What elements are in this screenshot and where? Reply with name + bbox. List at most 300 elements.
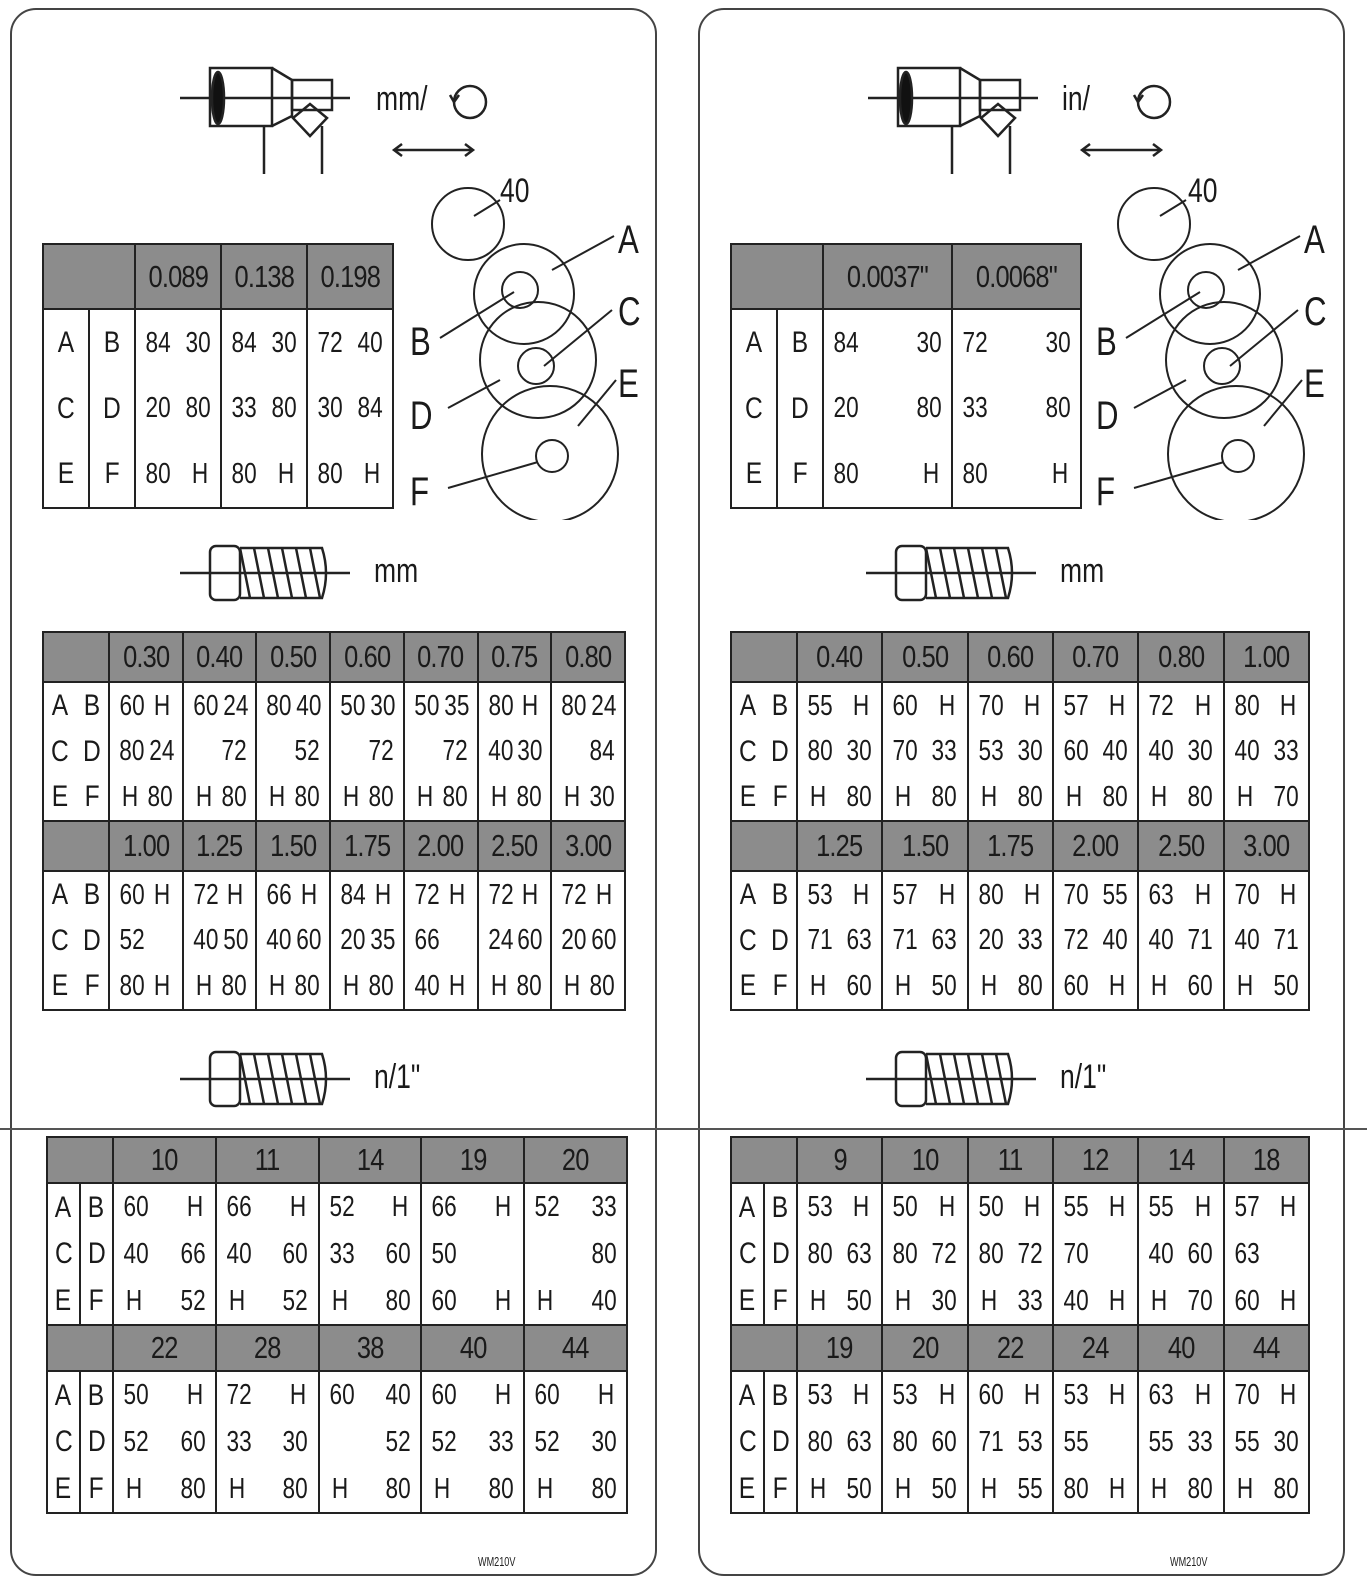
gear-teeth: 72	[1148, 689, 1175, 722]
gear-teeth: 30	[589, 781, 615, 813]
feed-gear-table	[730, 243, 1082, 509]
pitch-value: 0.138	[234, 258, 294, 294]
gear-teeth: 40	[357, 326, 383, 359]
gear-teeth: 30	[1187, 735, 1214, 768]
gear-teeth: 52	[534, 1425, 560, 1458]
pitch-header	[113, 1137, 216, 1183]
pitch-value: 2.00	[417, 828, 464, 863]
gear-teeth: 50	[931, 1472, 958, 1505]
row-label: C	[51, 734, 69, 768]
gear-combination-cell	[797, 1183, 882, 1325]
gear-combination-cell	[183, 871, 257, 1010]
pitch-value: 0.80	[564, 639, 612, 674]
gear-teeth: H	[269, 781, 286, 813]
gear-teeth: H	[1023, 689, 1041, 722]
gear-teeth	[446, 921, 468, 959]
gear-teeth: H	[980, 970, 997, 1002]
gear-teeth: 80	[180, 1472, 206, 1505]
gear-teeth: 84	[357, 392, 383, 425]
header-blank	[43, 244, 135, 309]
gear-teeth: 55	[1148, 1191, 1175, 1224]
row-label: F	[772, 780, 788, 814]
header-blank	[47, 1137, 113, 1183]
gear-teeth: 66	[180, 1237, 206, 1270]
turning-feed-icon	[180, 62, 500, 180]
gear-teeth: 80	[266, 689, 292, 722]
gear-combination-cell	[1224, 1371, 1309, 1513]
pitch-value: 11	[997, 1142, 1023, 1177]
gear-teeth: 63	[931, 924, 958, 957]
gear-teeth: 70	[978, 689, 1004, 722]
gear-teeth: H	[1194, 878, 1211, 911]
gear-combination-cell	[882, 682, 967, 821]
gear-teeth: H	[195, 781, 212, 813]
pitch-header	[183, 821, 257, 871]
gear-teeth: H	[922, 458, 940, 490]
gear-combination-cell	[797, 871, 882, 1010]
gear-teeth: 55	[1102, 878, 1128, 911]
row-label: E	[55, 1471, 72, 1505]
gear-label-f: F	[410, 470, 430, 514]
gear-teeth: 40	[385, 1379, 411, 1412]
pitch-value: 20	[911, 1330, 939, 1365]
row-label: C	[739, 734, 757, 768]
gear-combination-cell	[797, 682, 882, 821]
row-label: A	[739, 1378, 756, 1412]
row-label: D	[83, 923, 101, 957]
gear-teeth: 71	[807, 924, 833, 957]
gear-teeth: 80	[368, 970, 394, 1002]
gear-teeth: 40	[414, 970, 440, 1002]
header-blank	[731, 244, 823, 309]
header-blank	[43, 632, 109, 682]
gear-teeth: 66	[226, 1191, 252, 1224]
gear-teeth	[1106, 1235, 1128, 1273]
pitch-value: 0.50	[270, 639, 317, 674]
pitch-value: 2.00	[1072, 828, 1119, 863]
gear-teeth: 33	[488, 1425, 514, 1458]
gear-teeth: 63	[846, 924, 872, 957]
row-label: E	[55, 1283, 72, 1317]
row-label: D	[771, 1425, 790, 1459]
gear-teeth: H	[289, 1191, 306, 1224]
gear-teeth: 35	[370, 924, 396, 957]
gear-teeth: 80	[271, 392, 297, 425]
gear-teeth: H	[938, 689, 955, 722]
gear-combination-cell	[882, 1183, 967, 1325]
gear-teeth: 50	[1273, 970, 1299, 1002]
gear-teeth: 80	[294, 781, 321, 813]
gear-teeth: 30	[317, 392, 343, 425]
gear-teeth: 40	[226, 1237, 252, 1270]
row-label: B	[88, 1190, 105, 1224]
pitch-header	[797, 1137, 882, 1183]
gear-teeth: 55	[1063, 1425, 1089, 1458]
gear-teeth: 80	[1063, 1472, 1089, 1505]
gear-teeth: 60	[296, 924, 322, 957]
gear-row	[731, 309, 1081, 508]
inch-thread-icon	[180, 1046, 360, 1112]
gear-teeth: 80	[916, 392, 942, 425]
row-label-col	[731, 871, 797, 1010]
pitch-value: 40	[459, 1330, 487, 1365]
gear-combination-cell	[882, 1371, 967, 1513]
row-label: B	[771, 878, 789, 912]
pitch-header	[404, 821, 478, 871]
gear-combination-cell	[113, 1183, 216, 1325]
gear-teeth: 40	[1148, 1237, 1175, 1270]
gear-combination-cell	[319, 1183, 422, 1325]
gear-row	[731, 871, 1309, 1010]
gear-combination-cell	[1053, 682, 1138, 821]
inch-thread-unit: n/1"	[1060, 1058, 1107, 1096]
gear-combination-cell	[135, 309, 221, 508]
gear-combination-cell	[404, 682, 478, 821]
pitch-value: 44	[562, 1330, 589, 1365]
pitch-header	[882, 821, 967, 871]
gear-teeth: 80	[1017, 781, 1043, 813]
row-label: E	[739, 1283, 756, 1317]
row-label: C	[57, 391, 75, 425]
gear-teeth: 80	[221, 970, 247, 1002]
pitch-value: 1.25	[816, 828, 863, 863]
gear-combination-cell	[319, 1371, 422, 1513]
gear-teeth: 71	[1187, 924, 1214, 957]
pitch-value: 22	[151, 1330, 178, 1365]
gear-teeth: 80	[1234, 689, 1260, 722]
pitch-header	[1224, 821, 1309, 871]
pitch-header	[404, 632, 478, 682]
row-label-col	[764, 1371, 797, 1513]
row-label-col	[731, 1183, 764, 1325]
gear-teeth: 40	[591, 1284, 617, 1317]
gear-teeth: 72	[221, 735, 247, 768]
gear-row	[731, 1183, 1309, 1325]
gear-combination-cell	[216, 1371, 319, 1513]
gear-teeth: 80	[385, 1472, 411, 1505]
gear-combination-cell	[421, 1183, 524, 1325]
pitch-value: 11	[254, 1142, 280, 1177]
gear-teeth: H	[342, 781, 360, 813]
gear-teeth: H	[416, 781, 433, 813]
gear-teeth: H	[537, 1472, 554, 1505]
pitch-value: 12	[1082, 1142, 1109, 1177]
gear-combination-cell	[216, 1183, 319, 1325]
gear-teeth: 20	[340, 924, 366, 957]
gear-teeth: H	[809, 1284, 827, 1317]
gear-teeth: H	[227, 878, 244, 911]
gear-teeth: H	[289, 1379, 306, 1412]
header-blank	[43, 821, 109, 871]
gear-teeth: H	[938, 1379, 955, 1412]
gear-teeth: H	[1151, 1472, 1168, 1505]
gear-teeth: 33	[226, 1425, 252, 1458]
pitch-header	[478, 632, 552, 682]
row-label: A	[739, 689, 757, 723]
gear-teeth: 53	[1017, 1425, 1043, 1458]
gear-teeth: 33	[1273, 735, 1299, 768]
gear-teeth: H	[125, 1284, 143, 1317]
gear-teeth: 80	[145, 458, 171, 490]
pitch-header	[551, 821, 625, 871]
pitch-value: 2.50	[1157, 828, 1205, 863]
pitch-header	[797, 632, 882, 682]
gear-teeth: 24	[591, 689, 617, 722]
metric-thread-unit: mm	[1060, 552, 1105, 590]
gear-teeth: H	[1023, 1191, 1041, 1224]
gear-teeth: H	[153, 878, 170, 911]
gear-combination-cell	[421, 1371, 524, 1513]
gear-teeth: 30	[370, 689, 396, 722]
gear-row	[43, 871, 625, 1010]
gear-combination-cell	[1138, 871, 1223, 1010]
pitch-value: 10	[911, 1142, 939, 1177]
gear-teeth: H	[495, 1379, 512, 1412]
gear-teeth: 53	[1063, 1379, 1089, 1412]
gear-teeth: 55	[807, 689, 833, 722]
gear-combination-cell	[1224, 1183, 1309, 1325]
gear-teeth: 33	[1187, 1425, 1214, 1458]
gear-teeth: 72	[193, 878, 219, 911]
pitch-header	[882, 1325, 967, 1371]
pitch-header	[1224, 1325, 1309, 1371]
pitch-header	[1138, 821, 1223, 871]
gear-teeth: H	[495, 1284, 512, 1317]
gear-combination-cell	[113, 1371, 216, 1513]
inch-thread-gear-table	[730, 1136, 1310, 1514]
pitch-header	[1053, 1137, 1138, 1183]
row-label: C	[54, 1237, 73, 1271]
row-label-col	[731, 682, 797, 821]
row-label-col	[731, 309, 777, 508]
gear-teeth: H	[331, 1284, 348, 1317]
gear-teeth: 80	[807, 1425, 833, 1458]
gear-teeth: 40	[123, 1237, 149, 1270]
gear-teeth: 80	[317, 458, 343, 490]
header-row	[731, 632, 1309, 682]
metric-thread-unit: mm	[374, 552, 419, 590]
gear-teeth: 50	[222, 924, 249, 957]
gear-teeth: H	[809, 781, 827, 813]
pitch-header	[968, 1137, 1053, 1183]
pitch-header	[478, 821, 552, 871]
pitch-header	[330, 632, 404, 682]
gear-teeth: H	[195, 970, 212, 1002]
row-label: A	[745, 326, 763, 360]
gear-combination-cell	[952, 309, 1081, 508]
pitch-header	[216, 1325, 319, 1371]
pitch-header	[135, 244, 221, 309]
gear-teeth: H	[1236, 970, 1253, 1002]
pitch-header	[109, 632, 183, 682]
header-row	[43, 244, 393, 309]
gear-teeth: H	[434, 1472, 451, 1505]
gear-label-c: C	[1304, 290, 1327, 334]
gear-teeth: H	[374, 878, 391, 911]
row-label: F	[772, 969, 788, 1003]
gear-teeth: 40	[192, 924, 219, 957]
gear-combination-cell	[307, 309, 393, 508]
row-label-col	[43, 871, 109, 1010]
pitch-header	[882, 632, 967, 682]
gear-teeth	[329, 1423, 351, 1461]
header-row	[47, 1137, 627, 1183]
gear-combination-cell	[823, 309, 952, 508]
row-label: B	[83, 689, 101, 723]
gear-teeth: 50	[431, 1237, 458, 1270]
inch-thread-icon	[866, 1046, 1046, 1112]
gear-teeth: 52	[180, 1284, 206, 1317]
gear-teeth: 80	[294, 970, 321, 1002]
gear-teeth: 60	[1187, 970, 1214, 1002]
row-label: C	[745, 391, 763, 425]
gear-teeth: H	[363, 458, 381, 490]
gear-teeth: 60	[1063, 735, 1089, 768]
pitch-value: 0.60	[343, 639, 391, 674]
gear-teeth: H	[938, 1191, 955, 1224]
gear-teeth: 63	[1234, 1237, 1260, 1270]
gear-teeth: 60	[431, 1379, 458, 1412]
gear-teeth: H	[269, 970, 286, 1002]
gear-teeth: 50	[892, 1191, 919, 1224]
gear-teeth: 63	[1148, 1379, 1175, 1412]
pitch-value: 14	[1167, 1142, 1195, 1177]
gear-teeth: 60	[534, 1379, 560, 1412]
gear-teeth: H	[522, 878, 539, 911]
header-blank	[47, 1325, 113, 1371]
row-label: F	[84, 969, 100, 1003]
gear-combination-cell	[1138, 682, 1223, 821]
gear-combination-cell	[968, 871, 1053, 1010]
gear-teeth: 30	[282, 1425, 309, 1458]
gear-combination-cell	[797, 1371, 882, 1513]
gear-teeth: H	[1109, 1191, 1126, 1224]
row-label: A	[739, 1190, 756, 1224]
header-blank	[731, 632, 797, 682]
gear-teeth: 60	[282, 1237, 309, 1270]
gear-teeth: 80	[591, 1237, 617, 1270]
metric-thread-gear-table	[42, 631, 626, 1011]
gear-teeth: 40	[1234, 924, 1260, 957]
inch-thread-gear-table	[46, 1136, 628, 1514]
gear-teeth: 60	[517, 924, 543, 957]
row-label: D	[791, 391, 809, 425]
pitch-header	[968, 821, 1053, 871]
gear-label-a: A	[1304, 218, 1325, 262]
row-label: F	[88, 1283, 105, 1317]
gear-teeth: 71	[1273, 924, 1299, 957]
gear-teeth: H	[938, 878, 955, 911]
gear-teeth: 60	[931, 1425, 958, 1458]
gear-teeth: 84	[340, 878, 366, 911]
gear-teeth: 53	[807, 1191, 833, 1224]
gear-teeth: 80	[1045, 392, 1071, 425]
gear-teeth: 72	[1063, 924, 1089, 957]
gear-teeth: 24	[487, 924, 513, 957]
gear-teeth: 60	[591, 924, 617, 957]
gear-teeth: 80	[807, 735, 833, 768]
gear-teeth: H	[1279, 689, 1297, 722]
gear-train-icon	[428, 180, 648, 520]
pitch-value: 19	[459, 1142, 487, 1177]
row-label: D	[83, 734, 101, 768]
gear-teeth: 84	[589, 735, 615, 768]
metric-thread-icon	[866, 540, 1046, 606]
row-label: D	[87, 1237, 106, 1271]
gear-teeth: H	[980, 1472, 997, 1505]
feed-unit-label: in/	[1062, 80, 1091, 118]
gear-teeth: 80	[589, 970, 615, 1002]
gear-teeth: H	[490, 781, 507, 813]
gear-teeth: 72	[931, 1237, 958, 1270]
gear-teeth: 72	[442, 735, 468, 768]
gear-teeth: H	[331, 1472, 348, 1505]
gear-teeth: H	[1194, 1191, 1211, 1224]
gear-combination-cell	[256, 682, 330, 821]
pitch-header	[216, 1137, 319, 1183]
pitch-header	[1053, 632, 1138, 682]
gear-teeth: H	[1051, 458, 1069, 490]
gear-teeth: 80	[962, 458, 988, 490]
pitch-header	[1053, 821, 1138, 871]
gear-teeth: 63	[846, 1237, 872, 1270]
gear-teeth: H	[1194, 1379, 1211, 1412]
row-label: D	[771, 923, 789, 957]
gear-teeth: 55	[1017, 1472, 1043, 1505]
gear-teeth: 33	[231, 392, 257, 425]
gear-combination-cell	[109, 682, 183, 821]
row-label: C	[739, 923, 757, 957]
gear-label-e: E	[1304, 362, 1325, 406]
gear-teeth: H	[853, 689, 870, 722]
gear-teeth: 30	[916, 326, 942, 359]
gear-teeth: 20	[561, 924, 587, 957]
row-label: E	[740, 780, 757, 814]
pitch-value: 1.25	[196, 828, 243, 863]
gear-teeth: 80	[231, 458, 257, 490]
row-label: B	[771, 689, 789, 723]
gear-teeth: 60	[1063, 970, 1089, 1002]
gear-teeth: H	[186, 1191, 203, 1224]
gear-teeth: 60	[431, 1284, 458, 1317]
pitch-header	[1224, 632, 1309, 682]
gear-teeth: H	[597, 1379, 615, 1412]
header-row	[731, 244, 1081, 309]
header-blank	[731, 821, 797, 871]
gear-teeth: 80	[1273, 1472, 1299, 1505]
gear-teeth	[414, 732, 436, 770]
gear-teeth: 30	[185, 326, 211, 359]
gear-teeth: 40	[1148, 735, 1175, 768]
pitch-header	[421, 1325, 524, 1371]
pitch-header	[307, 244, 393, 309]
gear-label-a: A	[618, 218, 639, 262]
gear-combination-cell	[330, 682, 404, 821]
pitch-value: 38	[356, 1330, 384, 1365]
gear-teeth: 50	[340, 689, 366, 722]
row-label-col	[47, 1371, 80, 1513]
gear-teeth: 80	[385, 1284, 411, 1317]
gear-combination-cell	[256, 871, 330, 1010]
gear-teeth: 40	[1148, 924, 1175, 957]
header-row	[731, 821, 1309, 871]
gear-teeth: 80	[807, 1237, 833, 1270]
pitch-header	[524, 1137, 627, 1183]
gear-teeth: 72	[317, 326, 343, 359]
gear-teeth: H	[1109, 1472, 1126, 1505]
row-label: E	[52, 969, 69, 1003]
gear-teeth: 80	[931, 781, 958, 813]
